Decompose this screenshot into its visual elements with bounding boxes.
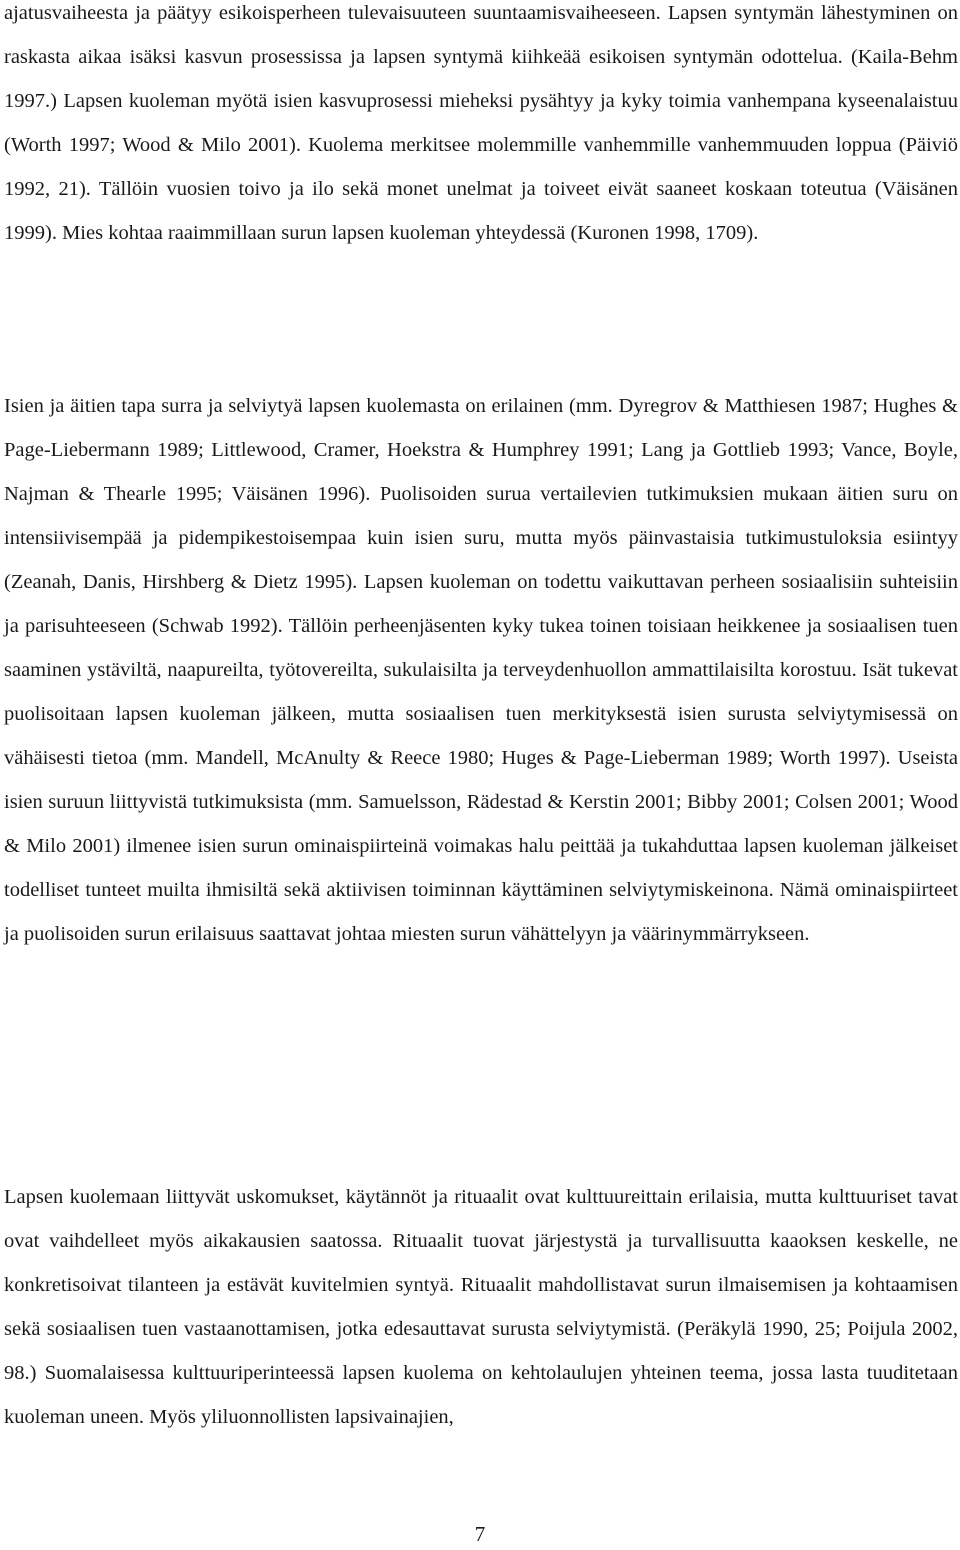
page-number: 7 [474,1522,486,1546]
body-paragraph-2: Isien ja äitien tapa surra ja selviytyä lapsen kuolemasta on erilainen (mm. Dyregrov & Matthiesen 1987; Hughes & Page-Liebermann 1989; Littlewood, Cramer, Hoekstra & Humphrey 1991; Lang ja Gottlieb 1993; Vance, Boyle, Najman & Thearle 1995; Väisänen 1996). Puolisoiden surua vertailevien tutkimuksien mukaan äitien suru on intensiivisempää ja pidempikestoisempaa kuin isien suru, mutta myös päinvastaisia tutkimustuloksia esiintyy (Zeanah, Danis, Hirshberg & Dietz 1995). Lapsen kuoleman on todettu vaikuttavan perheen sosiaalisiin suhteisiin ja parisuhteeseen (Schwab 1992). Tällöin perheenjäsenten kyky tukea toinen toisiaan heikkenee ja sosiaalisen tuen saaminen ystäviltä, naapureilta, työtovereilta, sukulaisilta ja terveydenhuollon ammattilaisilta korostuu. Isät tukevat puolisoitaan lapsen kuoleman jälkeen, mutta sosiaalisen tuen merkityksestä isien surusta selviytymisessä on vähäisesti tietoa (mm. Mandell, McAnulty & Reece 1980; Huges & Page-Lieberman 1989; Worth 1997). Useista isien suruun liittyvistä tutkimuksista (mm. Samuelsson, Rädestad & Kerstin 2001; Bibby 2001; Colsen 2001; Wood & Milo 2001) ilmenee isien surun ominaispiirteinä voimakas halu peittää ja tukahduttaa lapsen kuoleman jälkeiset todelliset tunteet muilta ihmisiltä sekä aktiivisen toiminnan käyttäminen selviytymiskeinona. Nämä ominaispiirteet ja puolisoiden surun erilaisuus saattavat johtaa miesten surun vähättelyyn ja väärinymmärrykseen. [4,395,958,945]
body-paragraph-1: ajatusvaiheesta ja päätyy esikoisperheen tulevaisuuteen suuntaamisvaiheeseen. Lapsen syntymän lähestyminen on raskasta aikaa isäksi kasvun prosessissa ja lapsen syntymä kiihkeää esikoisen syntymän odottelua. (Kaila-Behm 1997.) Lapsen kuoleman myötä isien kasvuprosessi mieheksi pysähtyy ja kyky toimia vanhempana kyseenalaistuu (Worth 1997; Wood & Milo 2001). Kuolema merkitsee molemmille vanhemmille vanhemmuuden loppua (Päiviö 1992, 21). Tällöin vuosien toivo ja ilo sekä monet unelmat ja toiveet eivät saaneet koskaan toteutua (Väisänen 1999). Mies kohtaa raaimmillaan surun lapsen kuoleman yhteydessä (Kuronen 1998, 1709). [4,2,958,244]
body-paragraph-3: Lapsen kuolemaan liittyvät uskomukset, käytännöt ja rituaalit ovat kulttuureittain erilaisia, mutta kulttuuriset tavat ovat vaihdelleet myös aikakausien saatossa. Rituaalit tuovat järjestystä ja turvallisuutta kaaoksen keskelle, ne konkretisoivat tilanteen ja estävät kuvitelmien syntyä. Rituaalit mahdollistavat surun ilmaisemisen ja kohtaamisen sekä sosiaalisen tuen vastaanottamisen, jotka edesauttavat surusta selviytymistä. (Peräkylä 1990, 25; Poijula 2002, 98.) Suomalaisessa kulttuuriperinteessä lapsen kuolema on kehtolaulujen yhteinen teema, jossa lasta tuuditetaan kuoleman uneen. Myös yliluonnollisten lapsivainajien, [4,1186,958,1428]
